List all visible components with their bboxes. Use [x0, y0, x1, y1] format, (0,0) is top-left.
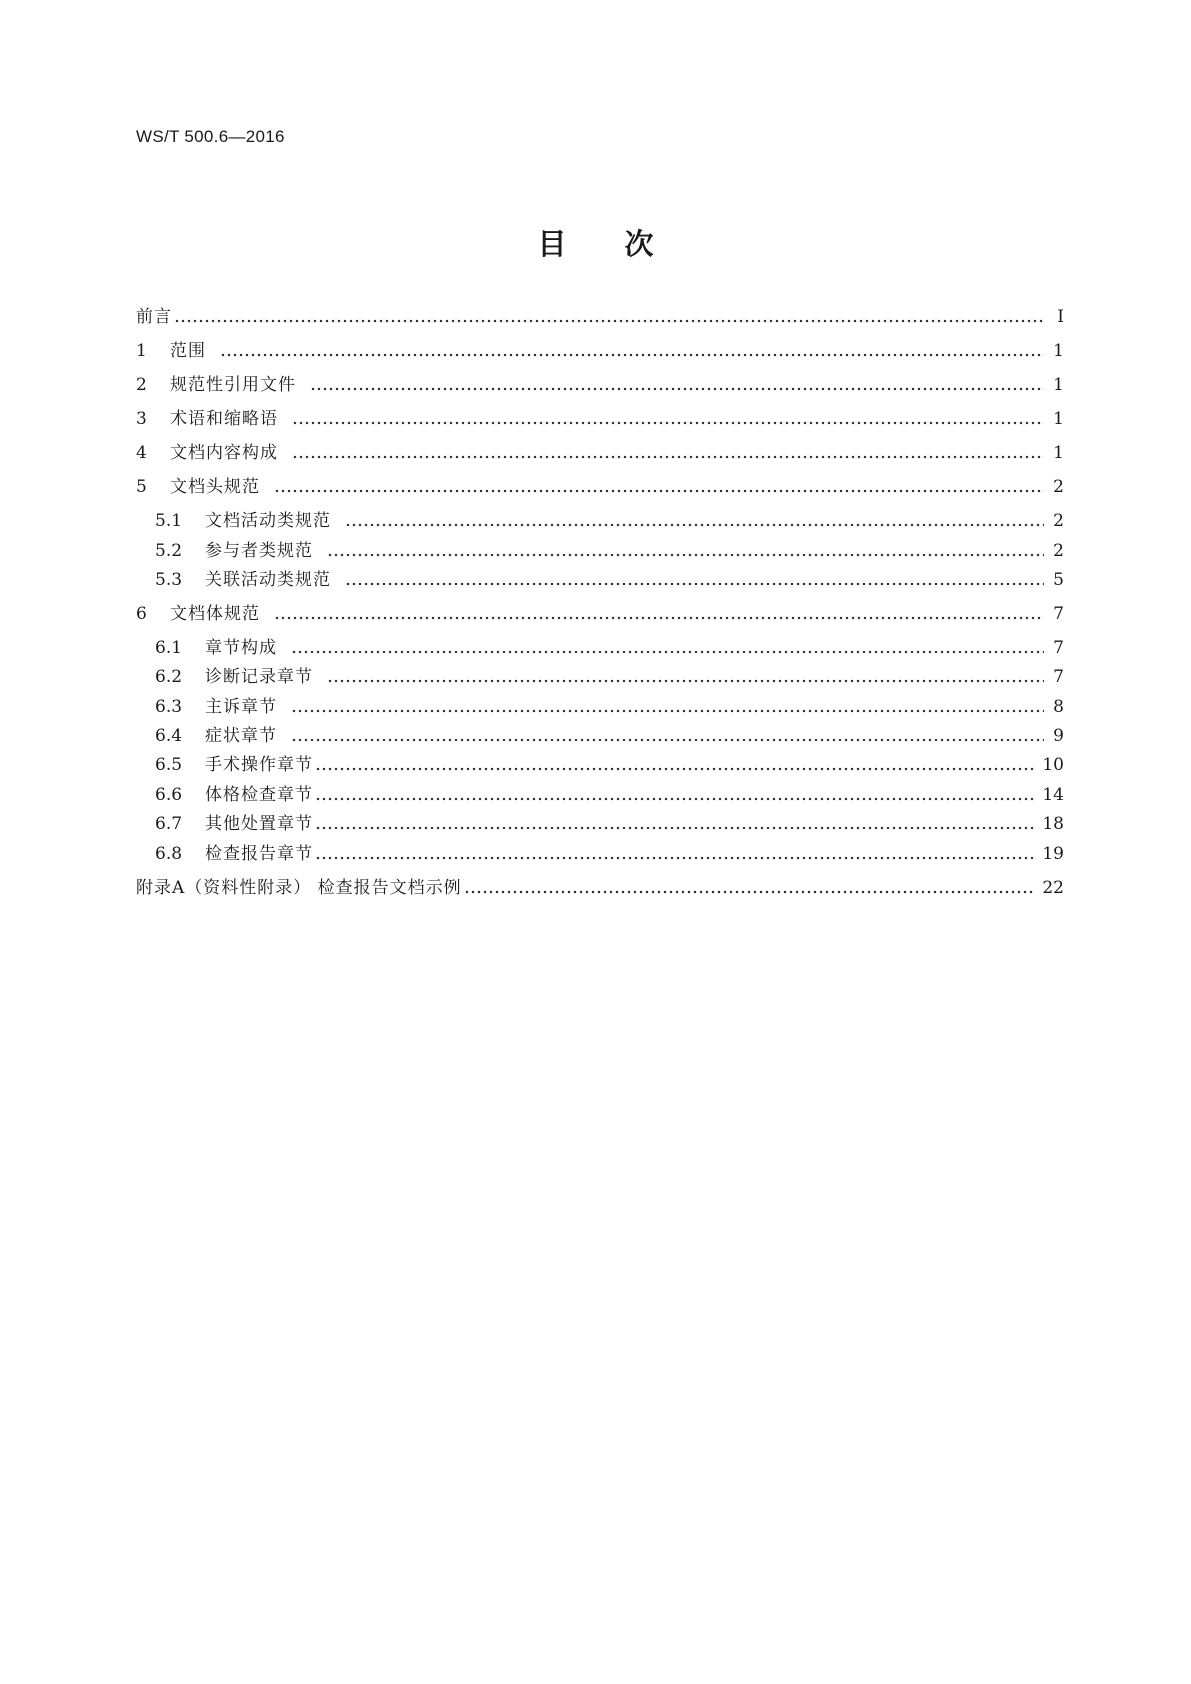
toc-leader-dots [315, 767, 1034, 771]
toc-entry-page: 19 [1042, 844, 1064, 864]
toc-entry-label: 主诉章节 [205, 697, 277, 717]
toc-leader-dots [310, 387, 1044, 391]
toc-entry-3[interactable] [136, 406, 1064, 432]
toc-entry-4[interactable] [136, 440, 1064, 466]
toc-entry-number: 6.6 [155, 785, 183, 805]
toc-entry-6-7[interactable] [155, 811, 1064, 837]
toc-entry-page: 1 [1053, 409, 1064, 429]
toc-entry-5-3[interactable] [155, 567, 1064, 593]
toc-leader-dots [274, 489, 1044, 493]
toc-entry-label: 章节构成 [205, 638, 277, 658]
toc-entry-label: 体格检查章节 [205, 785, 313, 805]
toc-entry-number: 6.1 [155, 638, 183, 658]
toc-entry-label: 文档活动类规范 [205, 511, 331, 531]
toc-entry-label: 附录A（资料性附录） 检查报告文档示例 [136, 878, 462, 898]
toc-leader-dots [174, 319, 1044, 323]
toc-leader-dots [315, 856, 1034, 860]
toc-entry-page: 2 [1053, 541, 1064, 561]
toc-entry-number: 6.2 [155, 667, 183, 687]
toc-leader-dots [345, 582, 1044, 586]
toc-entry-5[interactable] [136, 474, 1064, 500]
toc-title-text: 目次 [537, 227, 712, 261]
toc-entry-label: 文档体规范 [170, 604, 260, 624]
toc-entry-5-1[interactable] [155, 508, 1064, 534]
toc-entry-label: 诊断记录章节 [205, 667, 313, 687]
toc-entry-6-4[interactable] [155, 723, 1064, 749]
toc-entry-2[interactable] [136, 372, 1064, 398]
toc-entry-label: 检查报告章节 [205, 844, 313, 864]
toc-entry-page: 7 [1053, 638, 1064, 658]
toc-entry-label: 参与者类规范 [205, 541, 313, 561]
toc-entry-number: 5.2 [155, 541, 183, 561]
toc-leader-dots [274, 616, 1044, 620]
toc-entry-label: 文档头规范 [170, 477, 260, 497]
toc-entry-number: 6.7 [155, 814, 183, 834]
toc-entry-6-6[interactable] [155, 782, 1064, 808]
toc-entry-label: 术语和缩略语 [170, 409, 278, 429]
toc-entry-label: 手术操作章节 [205, 755, 313, 775]
toc-entry-page: 10 [1042, 755, 1064, 775]
toc-entry-number: 5.1 [155, 511, 183, 531]
toc-entry-page: 1 [1053, 341, 1064, 361]
toc-leader-dots [291, 709, 1044, 713]
toc-entry-5-2[interactable] [155, 538, 1064, 564]
toc-entry-label: 关联活动类规范 [205, 570, 331, 590]
toc-leader-dots [291, 738, 1044, 742]
toc-entry-foreword[interactable] [136, 304, 1064, 330]
toc-leader-dots [292, 421, 1044, 425]
toc-leader-dots [291, 650, 1044, 654]
toc-entry-page: 9 [1053, 726, 1064, 746]
toc-leader-dots [315, 826, 1034, 830]
toc-entry-page: 14 [1042, 785, 1064, 805]
toc-entry-label: 前言 [136, 307, 172, 327]
toc-entry-number: 4 [136, 443, 147, 463]
toc-entry-number: 6.8 [155, 844, 183, 864]
toc-entry-label: 规范性引用文件 [170, 375, 296, 395]
toc-entry-number: 1 [136, 341, 147, 361]
toc-entry-number: 5 [136, 477, 147, 497]
toc-entry-label: 其他处置章节 [205, 814, 313, 834]
toc-entry-page: 1 [1053, 443, 1064, 463]
toc-entry-label: 范围 [170, 341, 206, 361]
toc-entry-number: 5.3 [155, 570, 183, 590]
toc-entry-6[interactable] [136, 601, 1064, 627]
toc-entry-number: 3 [136, 409, 147, 429]
toc-leader-dots [315, 797, 1034, 801]
toc-entry-1[interactable] [136, 338, 1064, 364]
toc-entry-label: 症状章节 [205, 726, 277, 746]
toc-entry-page: 5 [1053, 570, 1064, 590]
toc-entry-number: 6 [136, 604, 147, 624]
toc-entry-6-3[interactable] [155, 694, 1064, 720]
toc-entry-6-8[interactable] [155, 841, 1064, 867]
toc-entry-label: 文档内容构成 [170, 443, 278, 463]
toc-entry-page: 2 [1053, 511, 1064, 531]
toc-entry-6-1[interactable] [155, 635, 1064, 661]
toc-entry-number: 6.3 [155, 697, 183, 717]
toc-entry-6-2[interactable] [155, 664, 1064, 690]
toc-entry-page: 18 [1042, 814, 1064, 834]
toc-leader-dots [327, 553, 1044, 557]
toc-entry-6-5[interactable] [155, 752, 1064, 778]
toc-entry-page: 22 [1042, 878, 1064, 898]
document-code: WS/T 500.6—2016 [136, 127, 285, 146]
toc-entry-page: 7 [1053, 667, 1064, 687]
toc-entry-number: 6.4 [155, 726, 183, 746]
toc-entry-page: 2 [1053, 477, 1064, 497]
toc-entry-page: 7 [1053, 604, 1064, 624]
toc-entry-page: Ⅰ [1057, 307, 1064, 327]
toc-leader-dots [220, 353, 1044, 357]
toc-entry-number: 2 [136, 375, 147, 395]
toc-leader-dots [292, 455, 1044, 459]
toc-entry-page: 1 [1053, 375, 1064, 395]
toc-leader-dots [327, 679, 1044, 683]
toc-entry-page: 8 [1053, 697, 1064, 717]
toc-entry-number: 6.5 [155, 755, 183, 775]
toc-leader-dots [464, 890, 1035, 894]
toc-entry-appendix-a[interactable] [136, 875, 1064, 901]
toc-leader-dots [345, 523, 1044, 527]
